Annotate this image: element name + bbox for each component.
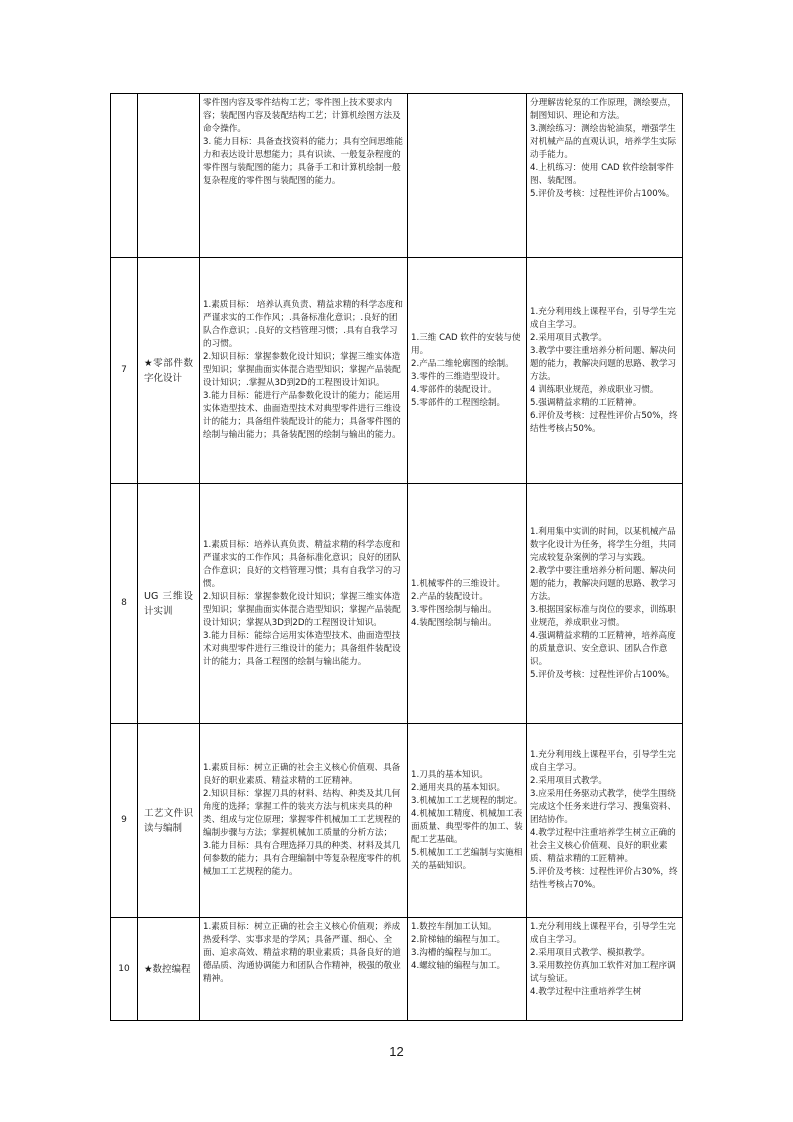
content-item: 4.螺纹轴的编程与加工。 [411,961,506,971]
method-item: 3.根据国家标准与岗位的要求，训练职业规范，养成职业习惯。 [530,604,676,628]
row-number [111,94,138,258]
methods-cell [527,724,683,918]
content-item: 2.产品的装配设计。 [411,591,488,602]
course-name [138,94,200,258]
method-item: 2.采用项目式教学。 [530,776,607,786]
table-row [111,258,683,484]
methods-cell [527,918,683,1021]
row-number: 7 [111,258,138,484]
goals-cell [200,918,408,1021]
goals-cell [200,94,408,258]
table-row [111,484,683,724]
goal-item: 2.知识目标：掌握参数化设计知识；掌握三维实体造型知识；掌握曲面实体混合造型知识；掌握产品装配设计知识；.掌握从3D到2D的工程图设计知识。 [203,352,401,388]
method-item: 1.充分利用线上课程平台，引导学生完成自主学习。 [530,750,676,773]
method-item: 4.教学过程中注重培养学生树立正确的社会主义核心价值观、良好的职业素质、精益求精的工匠精神。 [530,828,676,864]
method-item: 1.利用集中实训的时间，以某机械产品数字化设计为任务，将学生分组，共同完成较复杂案例的学习与实践。 [530,526,677,563]
method-item: 5.评价及考核：过程性评价占100%。 [530,669,675,680]
method-item: 1.充分利用线上课程平台，引导学生完成自主学习。 [530,306,676,330]
method-item: 1.充分利用线上课程平台，引导学生完成自主学习。 [530,922,676,945]
goal-item: 2.知识目标：掌握参数化设计知识；掌握三维实体造型知识；掌握曲面实体混合造型知识；掌握产品装配设计知识；掌握从3D到2D的工程图设计知识。 [203,591,401,628]
goal-item: 1.素质目标：树立正确的社会主义核心价值观、具备良好的职业素质、精益求精的工匠精神。 [203,763,401,786]
method-item: 分理解齿轮泵的工作原理，测绘要点，制图知识、理论和方法。 [530,98,677,121]
content-item: 3.零件的三维造型设计。 [411,371,506,382]
method-item: 5.评价及考核：过程性评价占30%，终结性考核占70%。 [530,867,678,890]
method-item: 5.强调精益求精的工匠精神。 [530,397,642,408]
goal-item: 3. 能力目标：具备查找资料的能力；具有空间思维能力和表达设计思想能力；具有识读、一般复杂程度的零件图与装配图的能力；具备手工和计算机绘制一般复杂程度的零件图与装配图的能力。 [203,137,403,186]
method-item: 2.采用项目式教学、模拟教学。 [530,948,650,958]
table-row [111,918,683,1021]
content-item: 4.零部件的装配设计。 [411,384,497,395]
method-item: 3.教学中要注重培养分析问题、解决问题的能力，教解决问题的思路、教学习方法。 [530,345,677,382]
content-item: 4.机械加工精度、机械加工表面质量、典型零件的加工、装配工艺基础。 [411,808,523,845]
goals-cell [200,258,408,484]
content-item: 5.零部件的工程图绘制。 [411,397,506,408]
goal-item: 零件图内容及零件结构工艺；零件图上技术要求内容；装配图内容及装配结构工艺；计算机绘图方法及命令操作。 [203,98,401,134]
content-item: 3.机械加工工艺规程的制定。 [411,795,523,806]
content-item: 1.机械零件的三维设计。 [411,578,506,589]
method-item: 6.评价及考核：过程性评价占50%，终结性考核占50%。 [530,410,678,434]
goals-cell [200,724,408,918]
contents-cell [408,94,527,258]
table-row [111,724,683,918]
goal-item: 3.能力目标：具有合理选择刀具的种类、材料及其几何参数的能力；具有合理编制中等复杂程度零件的机械加工工艺规程的能力。 [203,841,401,877]
contents-cell [408,484,527,724]
methods-cell [527,258,683,484]
content-item: 1.三维 CAD 软件的安装与使用。 [411,332,521,356]
goal-item: 2.知识目标：掌握刀具的材料、结构、种类及其几何角度的选择；掌握工件的装夹方法与机床夹具的种类、组成与定位原理；掌握零件机械加工工艺规程的编制步骤与方法；掌握机械加工质量的分析方法； [203,789,401,838]
method-item: 5.评价及考核：过程性评价占100%。 [530,189,675,199]
method-item: 3.测绘练习：测绘齿轮油泵，增强学生对机械产品的直观认识，培养学生实际动手能力。 [530,124,677,160]
goals-cell [200,484,408,724]
method-item: 4.教学过程中注重培养学生树 [530,987,642,997]
goal-item: 1.素质目标：树立正确的社会主义核心价值观；养成热爱科学、实事求是的学风；具备严谨、细心、全面、追求高效、精益求精的职业素质；具备良好的道德品质、沟通协调能力和团队合作精神，极强的敬业精神。 [203,922,401,984]
goal-item: 1.素质目标：培养认真负责、精益求精的科学态度和严谨求实的工作作风；具备标准化意识；良好的团队合作意识；良好的文档管理习惯；具有自我学习的习惯。 [203,539,401,589]
course-name: UG 三维设计实训 [138,484,200,724]
course-name: 工艺文件识读与编制 [138,724,200,918]
content-item: 5.机械加工工艺编制与实施相关的基础知识。 [411,847,523,871]
row-number: 10 [111,918,138,1021]
method-item: 4.强调精益求精的工匠精神，培养高度的质量意识、安全意识、团队合作意识。 [530,630,676,667]
goal-item: 3.能力目标：能综合运用实体造型技术、曲面造型技术对典型零件进行三维设计的能力；具备组件装配设计的能力；具备工程图的绘制与输出能力。 [203,630,401,667]
goal-item: 3.能力目标：能进行产品参数化设计的能力；能运用实体造型技术、曲面造型技术对典型零件进行三维设计的能力；具备组件装配设计的能力；具备零件图的绘制与输出能力；具备装配图的绘制与输出的能力。 [203,391,401,440]
content-item: 1.刀具的基本知识。 [411,769,488,780]
method-item: 4 训练职业规范，养成职业习惯。 [530,384,659,395]
method-item: 4.上机练习：使用 CAD 软件绘制零件图、装配图。 [530,163,674,186]
method-item: 2.采用项目式教学。 [530,332,607,343]
content-item: 2.通用夹具的基本知识。 [411,782,506,793]
methods-cell [527,484,683,724]
contents-cell [408,918,527,1021]
table-row [111,94,683,258]
contents-cell [408,724,527,918]
content-item: 4.装配图绘制与输出。 [411,617,497,628]
page-number: 12 [389,1044,404,1059]
course-name: ★零部件数字化设计 [138,258,200,484]
content-item: 3.零件图绘制与输出。 [411,604,497,615]
course-table [110,93,683,1021]
contents-cell [408,258,527,484]
content-item: 2.产品二维轮廓图的绘制。 [411,358,514,369]
row-number: 8 [111,484,138,724]
content-item: 2.阶梯轴的编程与加工。 [411,935,506,945]
method-item: 2.教学中要注重培养分析问题、解决问题的能力，教解决问题的思路、教学习方法。 [530,565,677,602]
goal-item: 1.素质目标： 培养认真负责、精益求精的科学态度和严谨求实的工作作风；.具备标准化意识；.良好的团队合作意识；.良好的文档管理习惯；.具有自我学习的习惯。 [203,300,403,349]
method-item: 3.采用数控仿真加工软件对加工程序调试与验证。 [530,961,676,984]
course-name: ★数控编程 [138,918,200,1021]
row-number: 9 [111,724,138,918]
method-item: 3.应采用任务驱动式教学，使学生围绕完成这个任务来进行学习、搜集资料、团结协作。 [530,789,677,825]
content-item: 3.沟槽的编程与加工。 [411,948,497,958]
methods-cell [527,94,683,258]
content-item: 1.数控车削加工认知。 [411,922,497,932]
